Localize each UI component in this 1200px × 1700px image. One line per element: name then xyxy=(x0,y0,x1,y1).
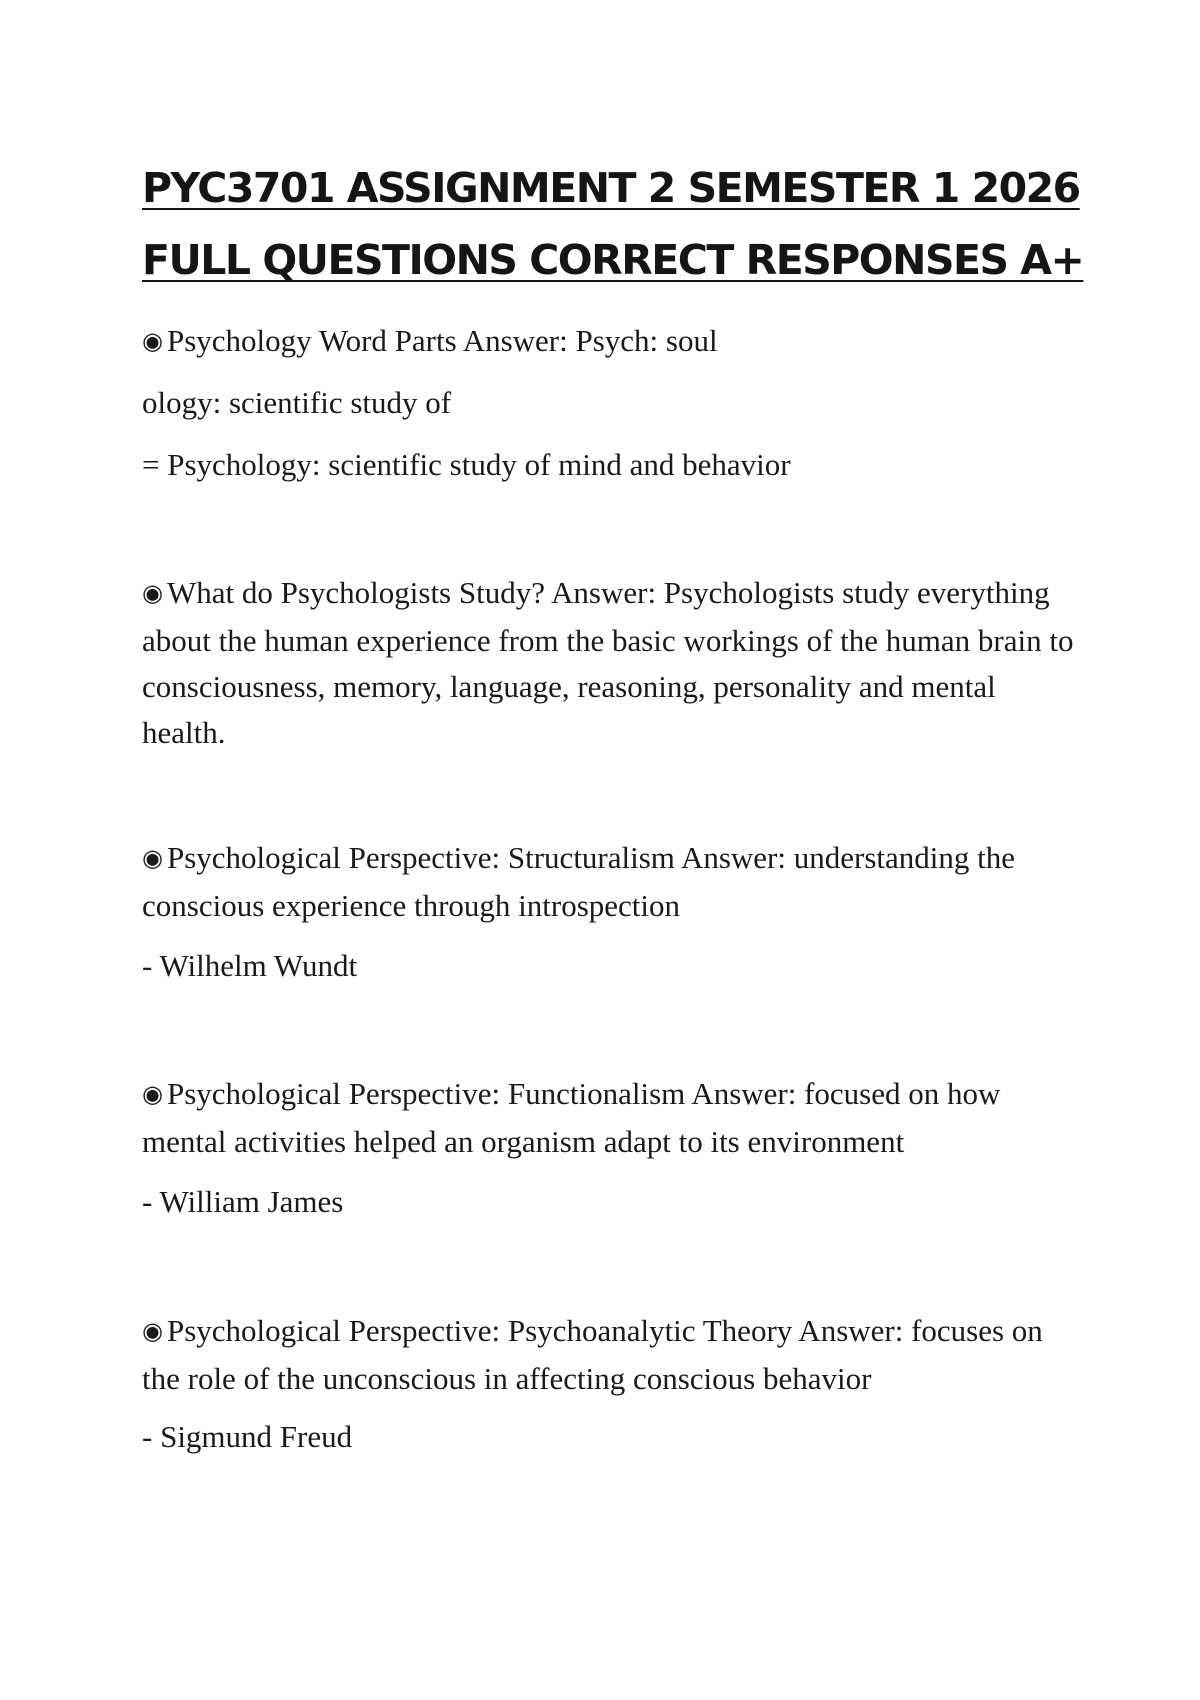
item-1-line-2: = Psychology: scientific study of mind and behavior xyxy=(142,447,791,482)
item-1-question xyxy=(142,318,1077,366)
item-3-question xyxy=(142,835,1077,929)
item-4-question-text: Psychological Perspective: Functionalism Answer: focused on how mental activities helped an organism adapt to its environment xyxy=(142,1076,1001,1159)
bullet-icon: ◉ xyxy=(142,1080,163,1108)
item-2-question-text: What do Psychologists Study? Answer: Psychologists study everything about the human experience from the basic workings of the human brain to consciousness, memory, language, reasoning, personality and mental health. xyxy=(142,575,1074,750)
item-1-line-1: ology: scientific study of xyxy=(142,385,452,420)
bullet-icon: ◉ xyxy=(142,844,163,872)
item-2-question xyxy=(142,570,1077,756)
item-4-attribution: - William James xyxy=(142,1184,344,1219)
title-line-2: FULL QUESTIONS CORRECT RESPONSES A+ xyxy=(142,236,1084,284)
item-5-question-text: Psychological Perspective: Psychoanalytic Theory Answer: focuses on the role of the unconscious in affecting conscious behavior xyxy=(142,1313,1043,1396)
bullet-icon: ◉ xyxy=(142,327,163,355)
item-5-question xyxy=(142,1308,1077,1402)
item-3-attribution: - Wilhelm Wundt xyxy=(142,948,358,983)
bullet-icon: ◉ xyxy=(142,579,163,607)
bullet-icon: ◉ xyxy=(142,1317,163,1345)
item-3-question-text: Psychological Perspective: Structuralism Answer: understanding the conscious experience through introspection xyxy=(142,840,1015,923)
item-1-question-text: Psychology Word Parts Answer: Psych: soul xyxy=(166,323,718,358)
title-line-1: PYC3701 ASSIGNMENT 2 SEMESTER 1 2026 xyxy=(142,164,1080,212)
document-title xyxy=(142,152,1102,296)
item-4-question xyxy=(142,1071,1077,1165)
item-5-attribution: - Sigmund Freud xyxy=(142,1419,353,1454)
